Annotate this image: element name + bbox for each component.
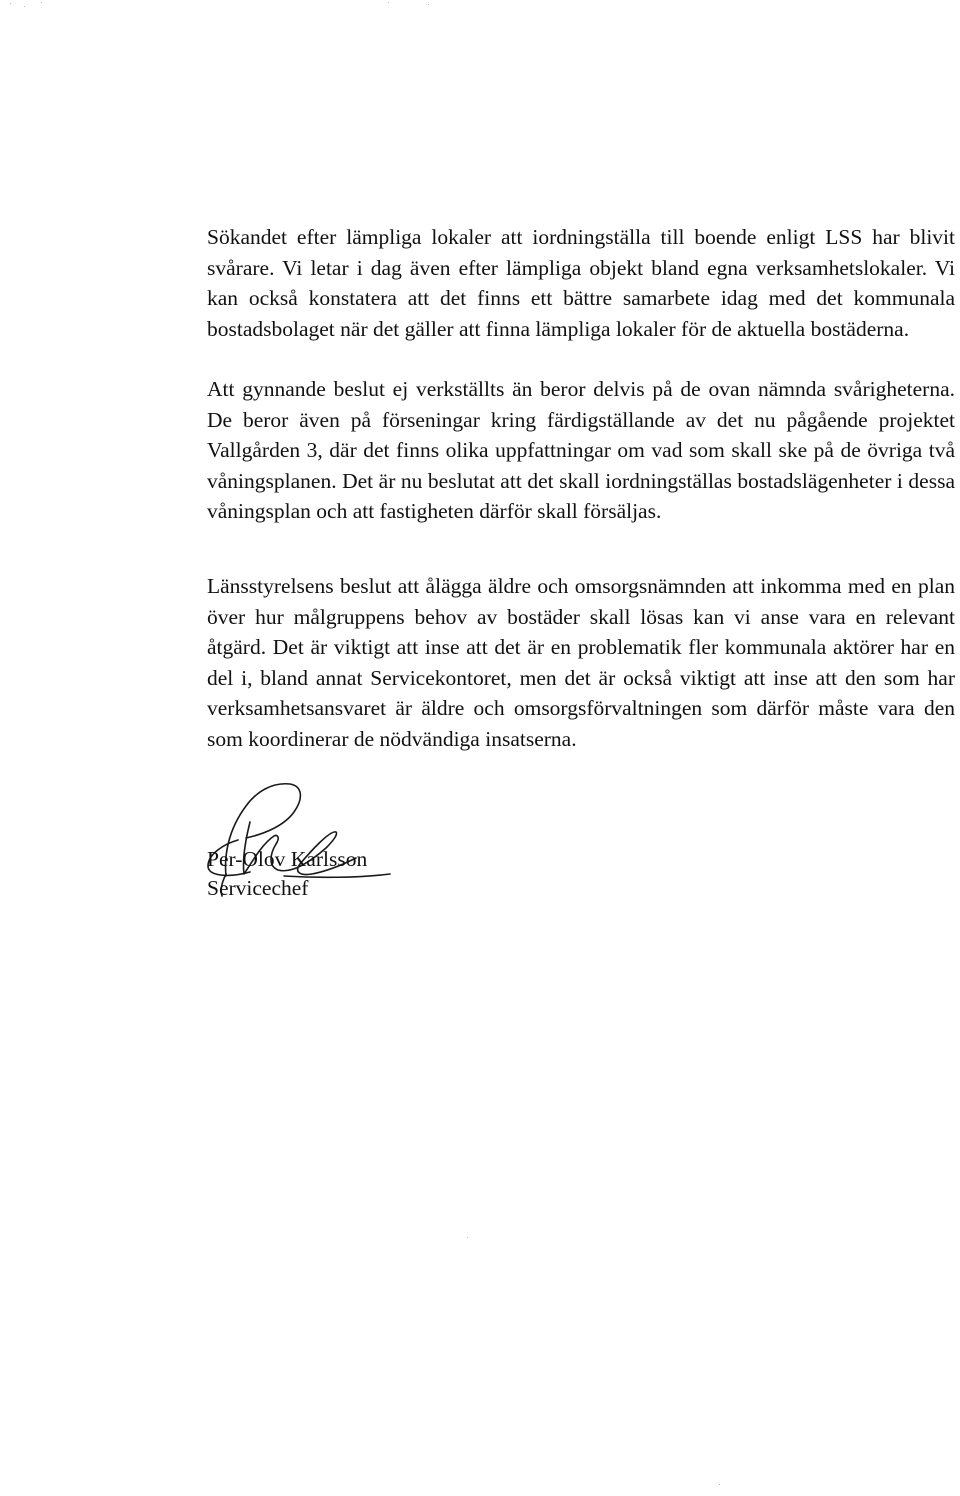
body-paragraph: Länsstyrelsens beslut att ålägga äldre och omsorgsnämnden att inkomma med en plan över hur målgruppens behov av bostäder skall lösas kan vi anse vara en relevant åtgärd. Det är viktigt att inse att det är en problematik fler kommunala aktörer har en del i, bland annat Servicekontoret, men det är också viktigt att inse att den som har verksamhetsansvaret är äldre och omsorgsförvaltningen som därför måste vara den som koordinerar de nödvändiga insatserna. bbox=[207, 574, 955, 751]
body-paragraph: Sökandet efter lämpliga lokaler att iordningställa till boende enligt LSS har blivit svårare. Vi letar i dag även efter lämpliga objekt bland egna verksamhetslokaler. Vi kan också konstatera att det finns ett bättre samarbete idag med det kommunala bostadsbolaget när det gäller att finna lämpliga lokaler för de aktuella bostäderna. bbox=[207, 225, 955, 341]
scan-speck bbox=[388, 2, 389, 3]
scan-speck bbox=[24, 6, 25, 7]
signatory-name: Per-Olov Karlsson bbox=[207, 847, 368, 871]
signatory-title: Servicechef bbox=[207, 876, 309, 900]
scan-speck bbox=[10, 3, 11, 4]
scan-speck bbox=[719, 1484, 720, 1485]
body-paragraph: Att gynnande beslut ej verkställts än beror delvis på de ovan nämnda svårigheterna. De beror även på förseningar kring färdigställande av det nu pågående projektet Vallgården 3, där det finns olika uppfattningar om vad som skall ske på de övriga två våningsplanen. Det är nu beslutat att det skall iordningställas bostadslägenheter i dessa våningsplan och att fastigheten därför skall försäljas. bbox=[207, 377, 955, 523]
scan-speck bbox=[41, 2, 42, 3]
scan-speck bbox=[467, 1237, 468, 1238]
scan-speck bbox=[428, 4, 429, 5]
